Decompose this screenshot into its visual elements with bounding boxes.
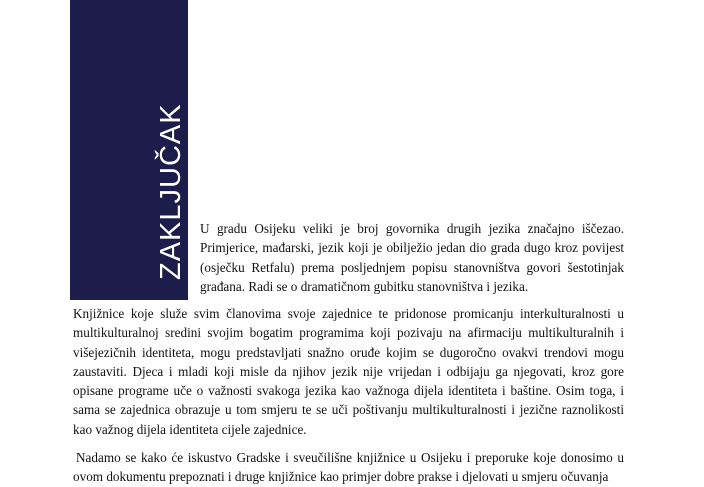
paragraph-libraries: Knjižnice koje služe svim članovima svoje zajednice te pridonose promicanju interkulturalnosti u multikulturalnoj sredini svojim bogatim programima koji pozivaju na afirmaciju multikulturalnih i višejezičnih identiteta, mogu predstavljati snažno oruđe kojim se dugoročno ovakvi trendovi mogu zaustaviti. Djeca i mladi koji misle da njihov jezik nije vrijedan i odbijaju ga njegovati, kroz gore opisane programe uče o važnosti svakoga jezika kao važnoga dijela identiteta i baštine. Osim toga, i sama se zajednica obrazuje u tom smjeru te se uči poštivanju multikulturalnosti i jezične raznolikosti kao važnog dijela identiteta cijele zajednice. — [73, 306, 624, 437]
paragraph-conclusion: Nadamo se kako će iskustvo Gradske i sveučilišne knjižnice u Osijeku i preporuke koje donosimo u ovom dokumentu prepoznati i druge knjižnice kao primjer dobre prakse i djelovati u smjeru očuvanja — [73, 450, 624, 485]
section-title: ZAKLJUČAK — [155, 103, 187, 280]
paragraph-intro: U gradu Osijeku veliki je broj govornika drugih jezika značajno iščezao. Primjerice, mađarski, jezik koji je obilježio jedan dio grada dugo kroz povijest (osječku Retfalu) prema posljednjem popisu stanovništva govori šestotinjak građana. Radi se o dramatičnom gubitku stanovništva i jezika. — [200, 221, 624, 294]
